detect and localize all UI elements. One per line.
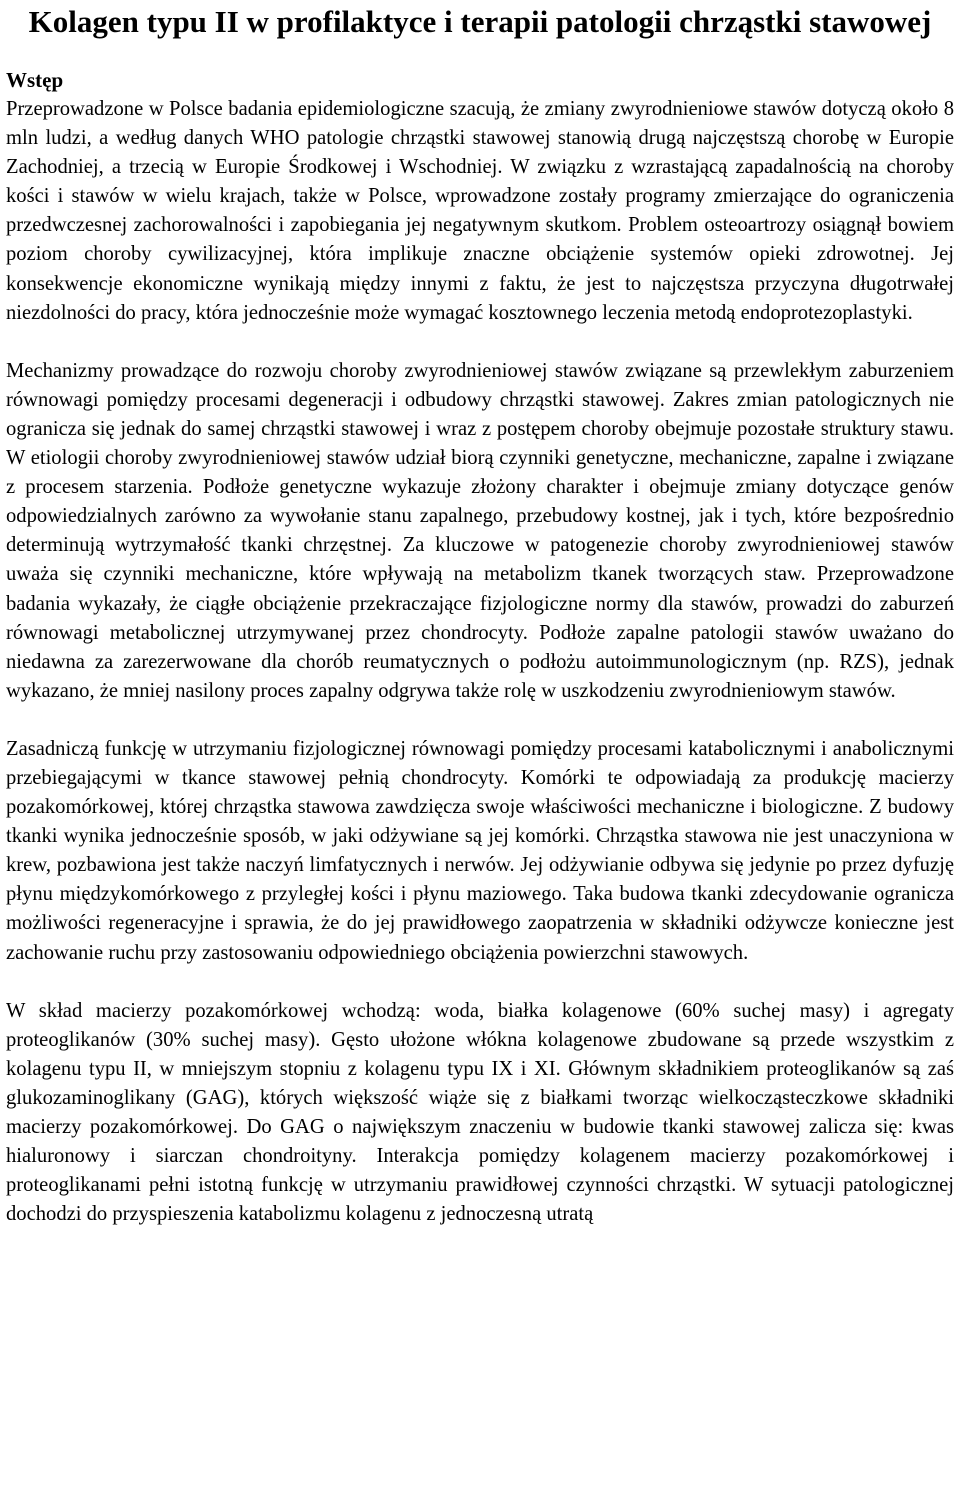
paragraph-chondrocytes: Zasadniczą funkcję w utrzymaniu fizjologicznej równowagi pomiędzy procesami katabolicznymi i anabolicznymi przebiegającymi w tkance stawowej pełnią chondrocyty. Komórki te odpowiadają za produkcję macierzy pozakomórkowej, której chrząstka stawowa zawdzięcza swoje właściwości mechaniczne i biologiczne. Z budowy tkanki wynika jednocześnie sposób, w jaki odżywiane są jej komórki. Chrząstka stawowa nie jest unaczyniona w krew, pozbawiona jest także naczyń limfatycznych i nerwów. Jej odżywianie odbywa się jedynie po przez dyfuzję płynu międzykomórkowego z przyległej kości i płynu maziowego. Taka budowa tkanki zdecydowanie ogranicza możliwości regeneracyjne i sprawia, że do jej prawidłowego zaopatrzenia w składniki odżywcze konieczne jest zachowanie ruchu przy zastosowaniu odpowiedniego obciążenia powierzchni stawowych.: [6, 737, 954, 964]
paragraph-mechanisms: Mechanizmy prowadzące do rozwoju choroby zwyrodnieniowej stawów związane są przewlekłym zaburzeniem równowagi pomiędzy procesami degeneracji i odbudowy chrząstki stawowej. Zakres zmian patologicznych nie ogranicza się jednak do samej chrząstki stawowej i wraz z postępem choroby obejmuje pozostałe struktury stawu. W etiologii choroby zwyrodnieniowej stawów udział biorą czynniki genetyczne, mechaniczne, zapalne i związane z procesem starzenia. Podłoże genetyczne wykazuje złożony charakter i obejmuje zmiany dotyczące genów odpowiedzialnych zarówno za wywołanie stanu zapalnego, przebudowy kostnej, jak i tych, które bezpośrednio determinują wytrzymałość tkanki chrzęstnej. Za kluczowe w patogenezie choroby zwyrodnieniowej stawów uważa się czynniki mechaniczne, które wpływają na metabolizm tkanek tworzących staw. Przeprowadzone badania wykazały, że ciągłe obciążenie przekraczające fizjologiczne normy dla stawów, prowadzi do zaburzeń równowagi metabolicznej utrzymywanej przez chondrocyty. Podłoże zapalne patologii stawów uważano do niedawna za zarezerwowane dla chorób reumatycznych o podłożu autoimmunologicznym (np. RZS), jednak wykazano, że mniej nasilony proces zapalny odgrywa także rolę w uszkodzeniu zwyrodnieniowym stawów.: [6, 359, 954, 702]
section-heading-intro: Wstęp: [6, 68, 64, 92]
document-title: Kolagen typu II w profilaktyce i terapii patologii chrząstki stawowej: [28, 4, 932, 39]
paragraph-epidemiology: Przeprowadzone w Polsce badania epidemiologiczne szacują, że zmiany zwyrodnieniowe stawów dotyczą około 8 mln ludzi, a według danych WHO patologie chrząstki stawowej stanowią drugą najczęstszą chorobę w Europie Zachodniej, a trzecią w Europie Środkowej i Wschodniej. W związku z wzrastającą zapadalnością na choroby kości i stawów w wielu krajach, także w Polsce, wprowadzone zostały programy zmierzające do ograniczenia przedwczesnej zachorowalności i zapobiegania jej negatywnym skutkom. Problem osteoartrozy osiągnął bowiem poziom choroby cywilizacyjnej, która implikuje znaczne obciążenie systemów opieki zdrowotnej. Jej konsekwencje ekonomiczne wynikają między innymi z faktu, że jest to najczęstsza przyczyna długotrwałej niezdolności do pracy, która jednocześnie może wymagać kosztownego leczenia metodą endoprotezoplastyki.: [6, 98, 954, 324]
paragraph-extracellular-matrix: W skład macierzy pozakomórkowej wchodzą: woda, białka kolagenowe (60% suchej masy) i agregaty proteoglikanów (30% suchej masy). Gęsto ułożone włókna kolagenowe zbudowane są przede wszystkim z kolagenu typu II, w mniejszym stopniu z kolagenu typu IX i XI. Głównym składnikiem proteoglikanów są zaś glukozaminoglikany (GAG), których większość wiąże się z białkami tworząc wielkocząsteczkowe składniki macierzy pozakomórkowej. Do GAG o największym znaczeniu w budowie tkanki stawowej zalicza się: kwas hialuronowy i siarczan chondroityny. Interakcja pomiędzy kolagenem macierzy pozakomórkowej i proteoglikanami pełni istotną funkcję w utrzymaniu prawidłowej czynności chrząstki. W sytuacji patologicznej dochodzi do przyspieszenia katabolizmu kolagenu z jednoczesną utratą: [6, 999, 954, 1226]
